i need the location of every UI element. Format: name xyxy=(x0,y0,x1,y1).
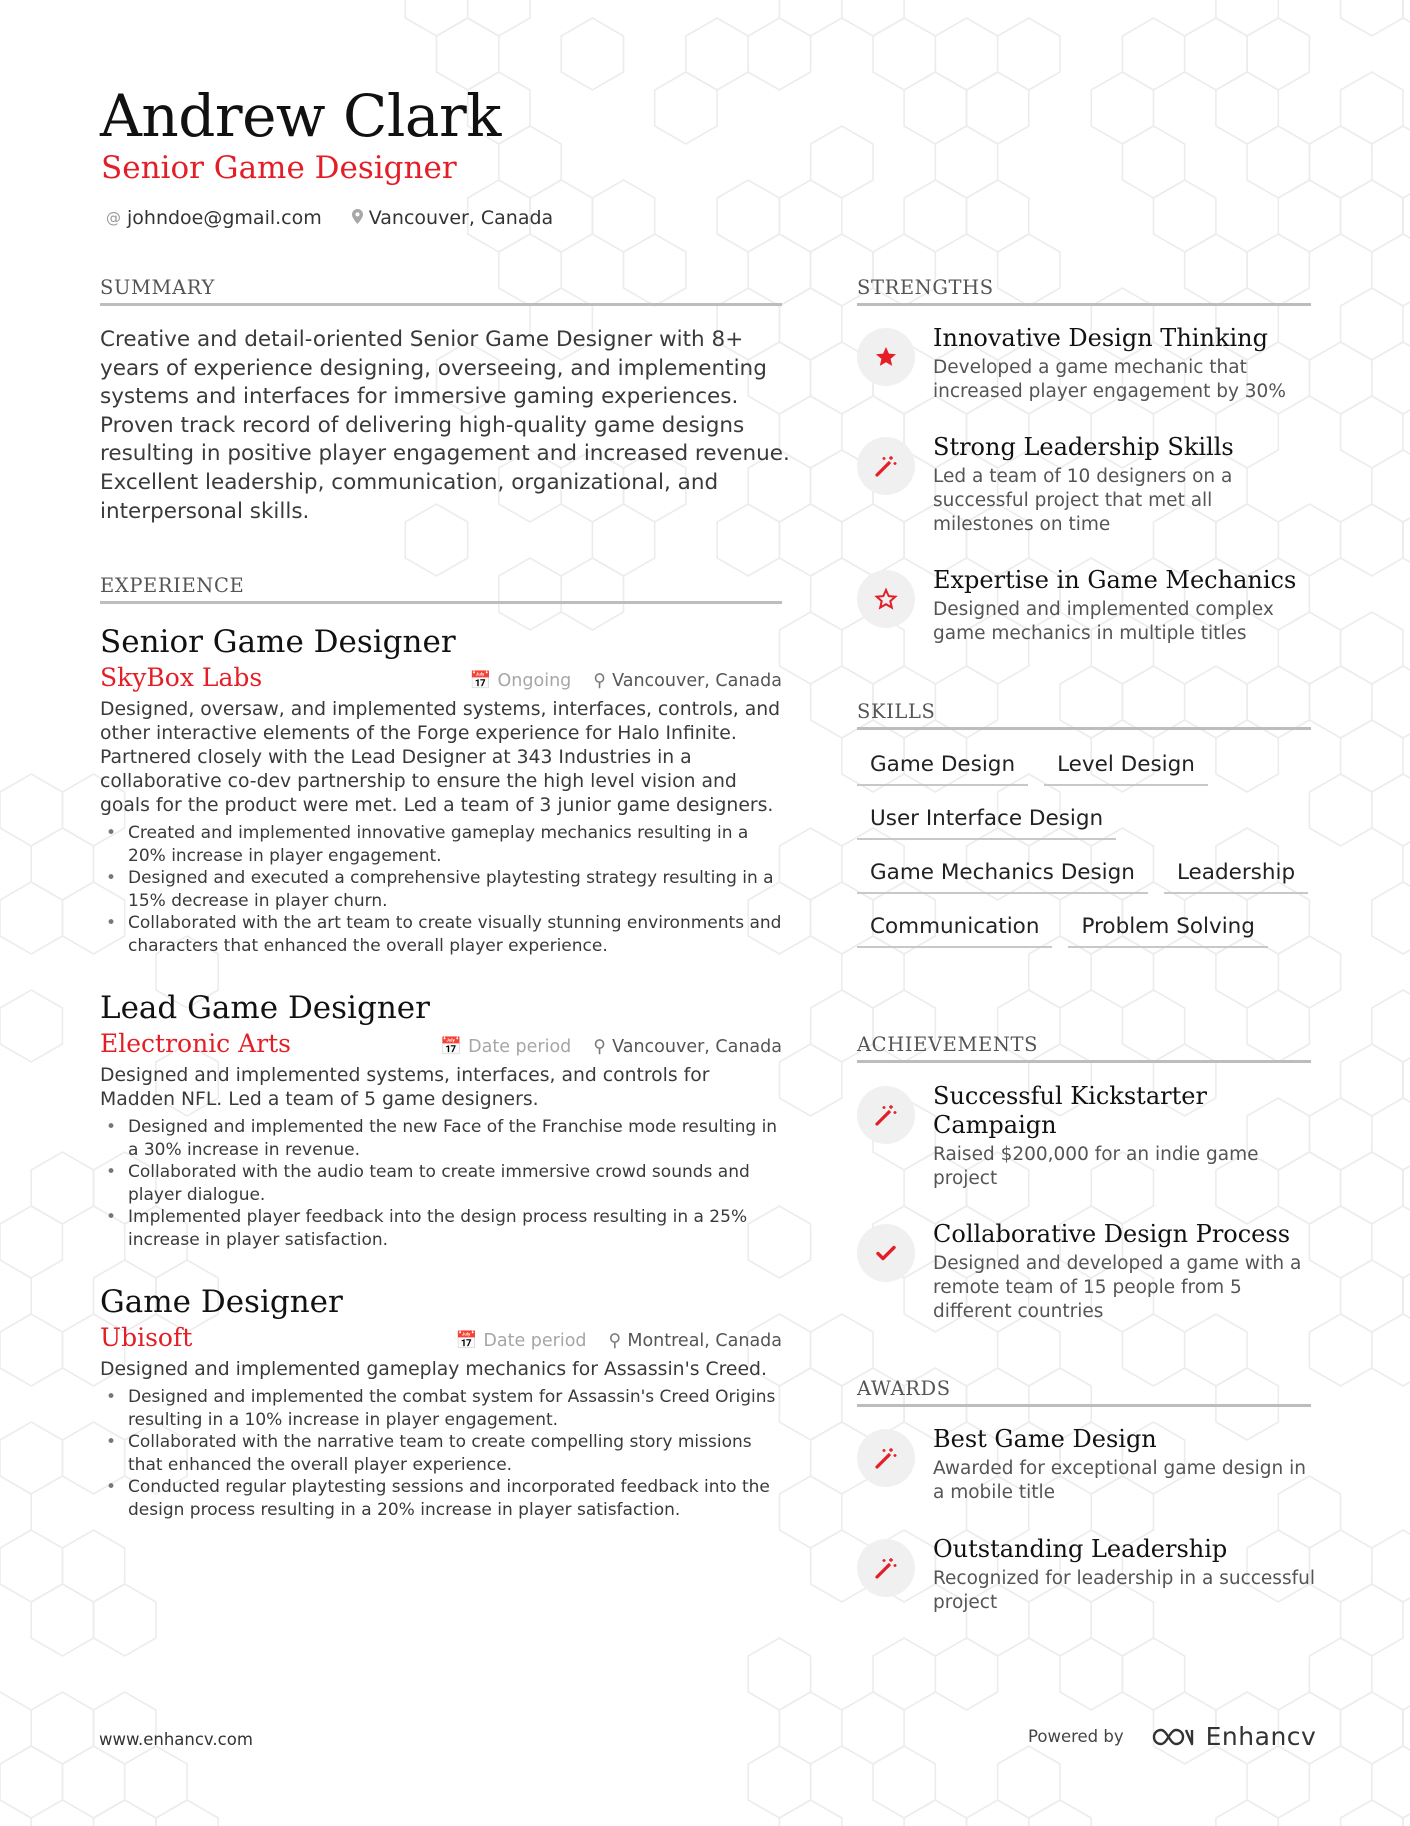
experience-entry xyxy=(100,1282,782,1522)
strength-item xyxy=(857,433,1317,537)
star-filled-icon xyxy=(857,328,915,386)
strength-title: Expertise in Game Mechanics xyxy=(933,566,1297,594)
achievement-desc: Raised $200,000 for an indie game project xyxy=(933,1144,1259,1189)
job-date: 📅 Date period xyxy=(455,1331,587,1351)
bullet-item: • Collaborated with the narrative team to create compelling story missions that enhanced the overall player experience. xyxy=(100,1431,782,1476)
strength-desc: Developed a game mechanic that increased player engagement by 30% xyxy=(933,357,1286,402)
experience-heading: EXPERIENCE xyxy=(100,574,782,604)
strength-item xyxy=(857,324,1317,404)
bullet-item: • Created and implemented innovative gameplay mechanics resulting in a 20% increase in player engagement. xyxy=(100,822,782,867)
achievement-item xyxy=(857,1220,1317,1324)
strength-desc: Designed and implemented complex game mechanics in multiple titles xyxy=(933,599,1274,644)
award-desc: Awarded for exceptional game design in a mobile title xyxy=(933,1458,1306,1503)
job-title: Senior Game Designer xyxy=(100,624,456,660)
award-item xyxy=(857,1425,1317,1505)
skill-tag: Game Mechanics Design xyxy=(857,856,1148,894)
company-name: Electronic Arts xyxy=(100,1029,292,1058)
summary-heading: SUMMARY xyxy=(100,276,782,306)
candidate-role: Senior Game Designer xyxy=(101,150,457,186)
skill-tag: Game Design xyxy=(857,748,1028,786)
bullet-item: • Designed and implemented the new Face of the Franchise mode resulting in a 30% increase in revenue. xyxy=(100,1116,782,1161)
skill-tag: Level Design xyxy=(1044,748,1208,786)
achievements-heading: ACHIEVEMENTS xyxy=(857,1033,1311,1063)
job-description: Designed and implemented systems, interfaces, and controls for Madden NFL. Led a team of 5 game designers. xyxy=(100,1065,710,1110)
experience-entry xyxy=(100,622,782,958)
award-item xyxy=(857,1535,1317,1615)
magic-wand-icon xyxy=(857,1086,915,1144)
bullet-item: • Designed and implemented the combat system for Assassin's Creed Origins resulting in a 10% increase in player engagement. xyxy=(100,1386,782,1431)
bullet-item: • Collaborated with the art team to create visually stunning environments and characters that enhanced the overall player experience. xyxy=(100,912,782,957)
award-title: Best Game Design xyxy=(933,1425,1157,1453)
at-icon: @ xyxy=(106,209,121,227)
skill-tag: Communication xyxy=(857,910,1052,948)
skills-list xyxy=(857,748,1317,964)
company-name: Ubisoft xyxy=(100,1323,193,1352)
location-pin-icon: ⚲ xyxy=(608,1331,622,1351)
star-outline-icon xyxy=(857,570,915,628)
candidate-name: Andrew Clark xyxy=(100,82,501,150)
job-bullets xyxy=(100,1116,782,1252)
skill-tag: Leadership xyxy=(1164,856,1308,894)
job-title: Game Designer xyxy=(100,1284,343,1320)
email-contact[interactable] xyxy=(106,207,322,229)
check-icon xyxy=(857,1224,915,1282)
magic-wand-icon xyxy=(857,1539,915,1597)
footer-branding xyxy=(1028,1722,1316,1751)
achievement-title: Successful Kickstarter Campaign xyxy=(933,1082,1207,1139)
strengths-heading: STRENGTHS xyxy=(857,276,1311,306)
job-location: ⚲ Montreal, Canada xyxy=(608,1331,782,1351)
award-title: Outstanding Leadership xyxy=(933,1535,1228,1563)
strength-title: Innovative Design Thinking xyxy=(933,324,1268,352)
bullet-item: • Designed and executed a comprehensive playtesting strategy resulting in a 15% decrease in player churn. xyxy=(100,867,782,912)
job-description: Designed and implemented gameplay mechanics for Assassin's Creed. xyxy=(100,1359,767,1380)
bullet-item: • Collaborated with the audio team to create immersive crowd sounds and player dialogue. xyxy=(100,1161,782,1206)
location-text: Vancouver, Canada xyxy=(368,207,554,229)
job-date: 📅 Date period xyxy=(440,1037,572,1057)
job-description: Designed, oversaw, and implemented systems, interfaces, controls, and other interactive elements of the Forge experience for Halo Infinite. Partnered closely with the Lead Designer at 343 Industries in a collaborative co-dev partnership to ensure the high level vision and goals for the product were met. Led a team of 3 junior game designers. xyxy=(100,699,781,816)
job-date: 📅 Ongoing xyxy=(469,671,572,691)
summary-text: Creative and detail-oriented Senior Game Designer with 8+ years of experience designing, overseeing, and implementing systems and interfaces for immersive gaming experiences. Proven track record of delivering high-quality game designs resulting in positive player engagement and increased revenue. Excellent leadership, communication, organizational, and interpersonal skills. xyxy=(100,327,790,524)
achievement-title: Collaborative Design Process xyxy=(933,1220,1291,1248)
calendar-icon: 📅 xyxy=(455,1331,478,1351)
brand-logo[interactable] xyxy=(1150,1722,1317,1751)
job-location: ⚲ Vancouver, Canada xyxy=(593,1037,782,1057)
awards-heading: AWARDS xyxy=(857,1377,1311,1407)
job-bullets xyxy=(100,822,782,958)
strength-title: Strong Leadership Skills xyxy=(933,433,1234,461)
job-title: Lead Game Designer xyxy=(100,990,430,1026)
magic-wand-icon xyxy=(857,437,915,495)
award-desc: Recognized for leadership in a successful project xyxy=(933,1568,1315,1613)
contact-info xyxy=(106,207,553,229)
magic-wand-icon xyxy=(857,1429,915,1487)
location-pin-icon xyxy=(352,209,363,228)
job-location: ⚲ Vancouver, Canada xyxy=(593,671,782,691)
skill-tag: Problem Solving xyxy=(1068,910,1267,948)
location-pin-icon: ⚲ xyxy=(593,1037,607,1057)
company-name: SkyBox Labs xyxy=(100,663,263,692)
strength-desc: Led a team of 10 designers on a successful project that met all milestones on time xyxy=(933,466,1233,535)
calendar-icon: 📅 xyxy=(469,671,492,691)
strength-item xyxy=(857,566,1317,646)
achievement-item xyxy=(857,1082,1317,1191)
enhancv-logo-icon xyxy=(1150,1725,1196,1749)
calendar-icon: 📅 xyxy=(440,1037,463,1057)
email-text: johndoe@gmail.com xyxy=(127,207,322,229)
website-link[interactable]: www.enhancv.com xyxy=(99,1730,253,1749)
skills-heading: SKILLS xyxy=(857,700,1311,730)
experience-entry xyxy=(100,988,782,1252)
location-contact xyxy=(352,207,553,229)
skill-tag: User Interface Design xyxy=(857,802,1116,840)
brand-name: Enhancv xyxy=(1205,1722,1317,1751)
location-pin-icon: ⚲ xyxy=(593,671,607,691)
job-bullets xyxy=(100,1386,782,1522)
bullet-item: • Implemented player feedback into the design process resulting in a 25% increase in player satisfaction. xyxy=(100,1206,782,1251)
achievement-desc: Designed and developed a game with a remote team of 15 people from 5 different countries xyxy=(933,1253,1302,1322)
bullet-item: • Conducted regular playtesting sessions and incorporated feedback into the design process resulting in a 20% increase in player satisfaction. xyxy=(100,1476,782,1521)
powered-by-label: Powered by xyxy=(1028,1727,1124,1746)
